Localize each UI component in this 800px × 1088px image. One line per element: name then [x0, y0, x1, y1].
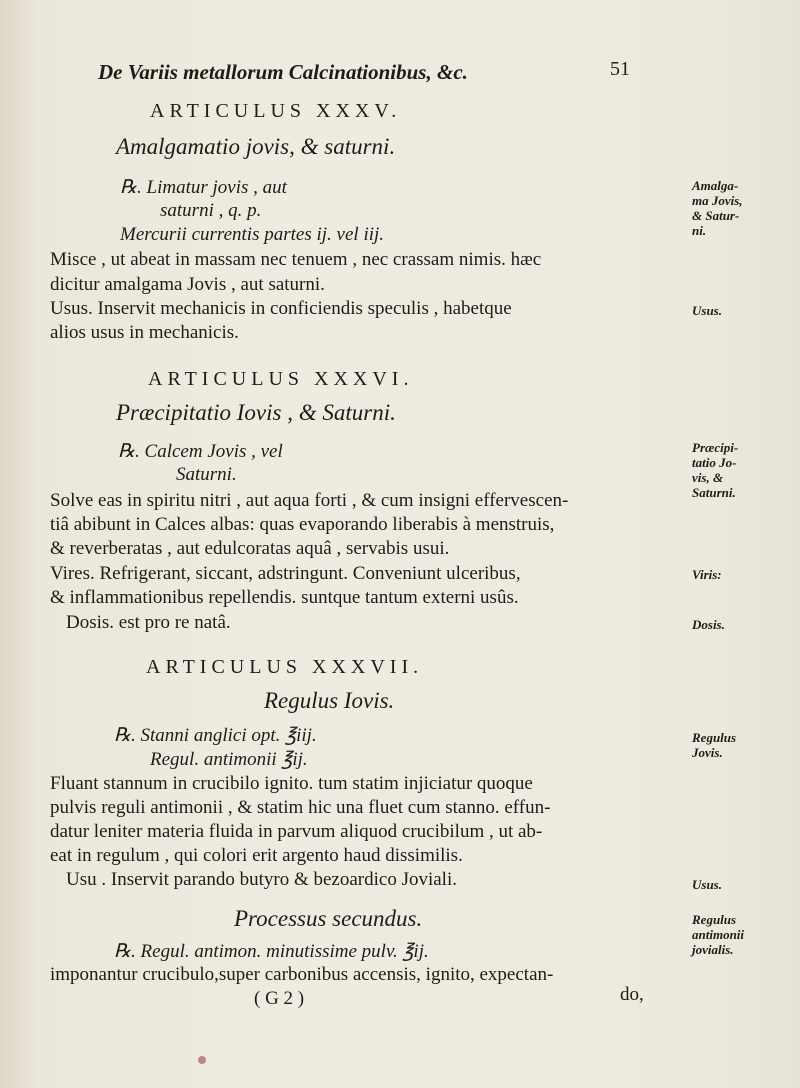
article-36-margin-note: Præcipi- tatio Jo- vis, & Saturni. — [692, 440, 739, 500]
article-36-body-line-1: Solve eas in spiritu nitri , aut aqua forti , & cum insigni effervescen- — [50, 490, 569, 511]
article-37-body-line-1: Fluant stannum in crucibilo ignito. tum statim injiciatur quoque — [50, 773, 533, 794]
article-37-title: Regulus Iovis. — [264, 688, 395, 713]
article-37-margin-note: Regulus Jovis. — [692, 730, 737, 760]
process-margin-note: Regulus antimonii jovialis. — [692, 912, 745, 957]
article-35-title: Amalgamatio jovis, & saturni. — [116, 134, 396, 159]
article-36-recipe-line-1: ℞. Calcem Jovis , vel — [118, 441, 283, 462]
article-36-body-line-2: tiâ abibunt in Calces albas: quas evaporando liberabis à menstruis, — [50, 514, 555, 535]
article-36-margin-dosis: Dosis. — [692, 617, 725, 632]
article-35-body-line-1: Misce , ut abeat in massam nec tenuem , nec crassam nimis. hæc — [50, 249, 542, 270]
article-36-margin-vires: Viris: — [692, 567, 722, 582]
article-36-body-line-6: Dosis. est pro re natâ. — [66, 612, 231, 633]
process-body-line-1: imponantur crucibulo,super carbonibus accensis, ignito, expectan- — [50, 964, 554, 985]
article-35-margin-note: Amalga- ma Jovis, & Satur- ni. — [692, 178, 743, 238]
article-37-margin-usus: Usus. — [692, 877, 722, 892]
article-37-heading: ARTICULUS XXXVII. — [146, 656, 424, 678]
ink-spot — [198, 1056, 206, 1064]
article-36-recipe-line-2: Saturni. — [176, 464, 237, 485]
article-35-body-line-4: alios usus in mechanicis. — [50, 322, 239, 343]
running-header: De Variis metallorum Calcinationibus, &c. — [98, 60, 468, 84]
article-37-body-line-5: Usu . Inservit parando butyro & bezoardico Joviali. — [66, 869, 457, 890]
article-37-body-line-2: pulvis reguli antimonii , & statim hic una fluet cum stanno. effun- — [50, 797, 551, 818]
article-36-body-line-4: Vires. Refrigerant, siccant, adstringunt. Conveniunt ulceribus, — [50, 563, 521, 584]
article-36-body-line-5: & inflammationibus repellendis. suntque tantum externi usûs. — [50, 587, 519, 608]
article-35-body-line-3: Usus. Inservit mechanicis in conficiendis speculis , habetque — [50, 298, 512, 319]
article-36-heading: ARTICULUS XXXVI. — [148, 368, 414, 390]
article-36-body-line-3: & reverberatas , aut edulcoratas aquâ , servabis usui. — [50, 538, 450, 559]
article-35-body-line-2: dicitur amalgama Jovis , aut saturni. — [50, 274, 325, 295]
article-37-recipe-line-1: ℞. Stanni anglici opt. ℥iij. — [114, 725, 317, 746]
article-35-heading: ARTICULUS XXXV. — [150, 100, 402, 122]
catchword: do, — [620, 984, 644, 1005]
article-35-recipe-line-3: Mercurii currentis partes ij. vel iij. — [120, 224, 385, 245]
article-35-margin-usus: Usus. — [692, 303, 722, 318]
article-37-body-line-3: datur leniter materia fluida in parvum aliquod crucibilum , ut ab- — [50, 821, 543, 842]
article-35-recipe-line-2: saturni , q. p. — [160, 200, 262, 221]
article-37-body-line-4: eat in regulum , qui colori erit argento haud dissimilis. — [50, 845, 463, 866]
process-subtitle: Processus secundus. — [234, 906, 423, 931]
signature-mark: ( G 2 ) — [254, 988, 305, 1009]
article-36-title: Præcipitatio Iovis , & Saturni. — [116, 400, 396, 425]
article-35-recipe-line-1: ℞. Limatur jovis , aut — [120, 177, 287, 198]
process-recipe-line: ℞. Regul. antimon. minutissime pulv. ℥ij. — [114, 941, 429, 962]
page-number: 51 — [610, 58, 630, 80]
article-37-recipe-line-2: Regul. antimonii ℥ij. — [150, 749, 308, 770]
